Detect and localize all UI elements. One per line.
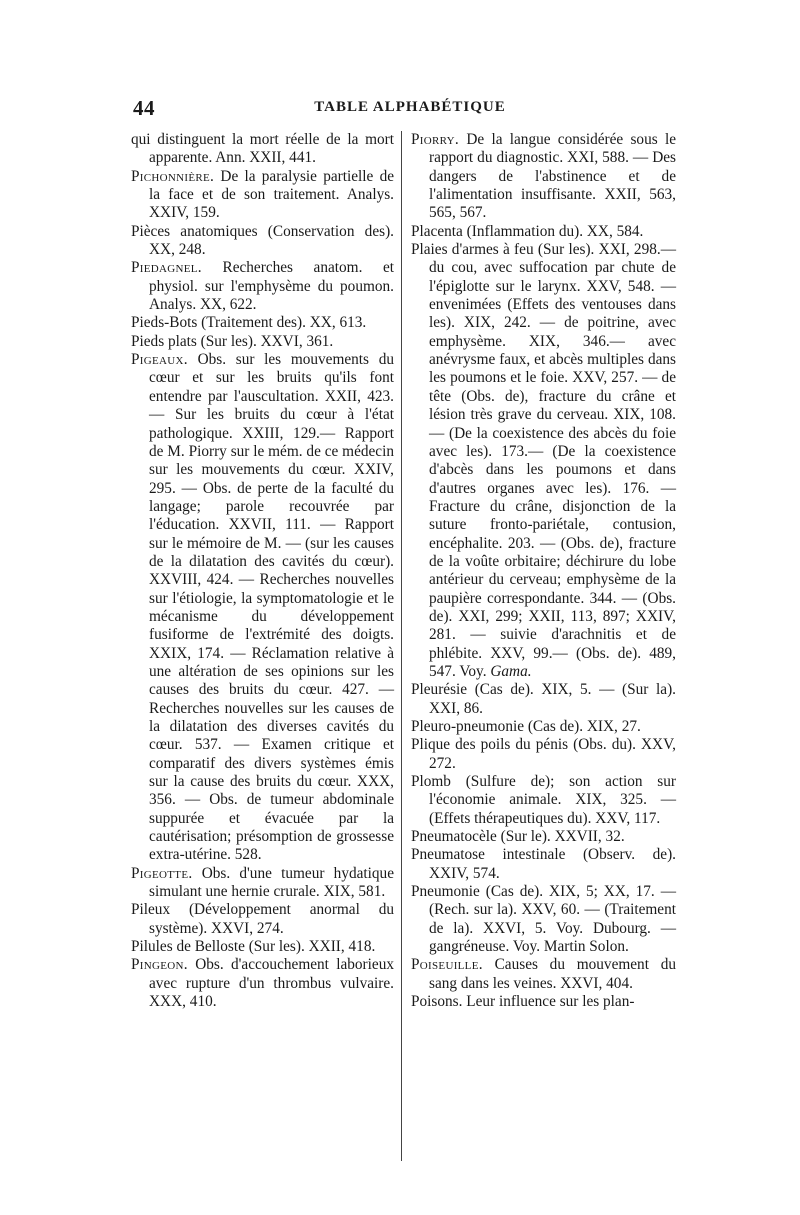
index-entry: Pleuro-pneumonie (Cas de). XIX, 27. <box>411 718 641 735</box>
index-entry: Piedagnel. Recherches anatom. et physiol. sur l'emphysème du poumon. Analys. XX, 622. <box>131 259 394 314</box>
index-entry: Pneumatose intestinale (Observ. de). XXIV, 574. <box>411 846 676 882</box>
index-entry: Pilules de Belloste (Sur les). XXII, 418. <box>131 938 376 956</box>
index-entry: Placenta (Inflammation du). XX, 584. <box>411 222 644 240</box>
running-title: TABLE ALPHABÉTIQUE <box>314 99 506 115</box>
index-entry: Pingeon. Obs. d'accouchement laborieux avec rupture d'un thrombus vulvaire. XXX, 410. <box>131 956 394 1011</box>
index-entry: Poiseuille. Causes du mouvement du sang dans les veines. XXVI, 404. <box>411 956 676 992</box>
right-column <box>411 131 676 1012</box>
index-entry: Poisons. Leur influence sur les plan- <box>411 993 635 1011</box>
index-entry: Pieds plats (Sur les). XXVI, 361. <box>131 332 334 350</box>
index-entry: Pigeaux. Obs. sur les mouvements du cœur et sur les bruits qu'ils font entendre par l'auscultation. XXII, 423. — Sur les bruits du cœur à l'état pathologique. XXIII, 129.— Rapport de M. Piorry sur le mém. de ce médecin sur les mouvements du cœur. XXIV, 295. — Obs. de perte de la faculté du langage; parole recouvrée par l'éducation. XXVII, 111. — Rapport sur le mémoire de M. — (sur les causes de la dilatation des cavités du cœur). XXVIII, 424. — Recherches nouvelles sur l'étiologie, la symptomatologie et le mécanisme du développement fusiforme de l'extrémité des doigts. XXIX, 174. — Réclamation relative à une altération de ses opinions sur les causes des bruits du cœur. 427. — Recherches nouvelles sur les causes de la dilatation des diverses cavités du cœur. 537. — Examen critique et comparatif des divers systèmes émis sur la cause des bruits du cœur. XXX, 356. — Obs. de tumeur abdominale suppurée et évacuée par la cautérisation; présomption de grossesse extra-utérine. 528. <box>131 351 394 864</box>
index-entry: Pneumatocèle (Sur le). XXVII, 32. <box>411 828 625 846</box>
left-column <box>131 131 394 1012</box>
index-entry: Pichonnière. De la paralysie partielle de la face et de son traitement. Analys. XXIV, 159. <box>131 167 395 222</box>
index-entry: Pieds-Bots (Traitement des). XX, 613. <box>131 314 367 332</box>
index-entry: Piorry. De la langue considérée sous le rapport du diagnostic. XXI, 588. — Des dangers de l'abstinence et de l'alimentation insuffisante. XXII, 563, 565, 567. <box>411 131 676 222</box>
index-entry: Pièces anatomiques (Conservation des). XX, 248. <box>131 222 394 259</box>
index-entry: Plique des poils du pénis (Obs. du). XXV, 272. <box>411 736 676 772</box>
index-entry: Pneumonie (Cas de). XIX, 5; XX, 17. — (Rech. sur la). XXV, 60. — (Traitement de la). XXVI, 5. Voy. Dubourg. — gangréneuse. Voy. Martin Solon. <box>411 883 676 956</box>
index-entry: Plaies d'armes à feu (Sur les). XXI, 298.—du cou, avec suffocation par chute de l'épiglotte sur le larynx. XXV, 548. — envenimées (Effets des ventouses dans les). XIX, 242. — de poitrine, avec emphysème. XIX, 346.— avec anévrysme faux, et abcès multiples dans les poumons et le foie. XXV, 257. — de tête (Obs. de), fracture du crâne et lésion très grave du cerveau. XIX, 108. — (De la coexistence des abcès du foie avec les). 173.— (De la coexistence d'abcès dans les poumons et dans d'autres organes avec les). 176. — Fracture du crâne, disjonction de la suture fronto-pariétale, contusion, encéphalite. 203. — (Obs. de), fracture de la voûte orbitaire; déchirure du lobe antérieur du cerveau; emphysème de la paupière correspondante. 344. — (Obs. de). XXI, 299; XXII, 113, 897; XXIV, 281. — suivie d'arachnitis et de phlébite. XXV, 99.— (Obs. de). 489, 547. Voy. Gama. <box>411 241 676 680</box>
column-divider <box>401 131 402 1161</box>
index-entry: qui distinguent la mort réelle de la mort apparente. Ann. XXII, 441. <box>131 131 394 167</box>
page-number: 44 <box>133 96 155 120</box>
index-entry: Pleurésie (Cas de). XIX, 5. — (Sur la). XXI, 86. <box>411 681 676 717</box>
index-entry: Pigeotte. Obs. d'une tumeur hydatique simulant une hernie crurale. XIX, 581. <box>131 864 394 901</box>
index-entry: Plomb (Sulfure de); son action sur l'économie animale. XIX, 325. — (Effets thérapeutiques du). XXV, 117. <box>411 773 676 827</box>
index-entry: Pileux (Développement anormal du système). XXVI, 274. <box>131 901 394 937</box>
